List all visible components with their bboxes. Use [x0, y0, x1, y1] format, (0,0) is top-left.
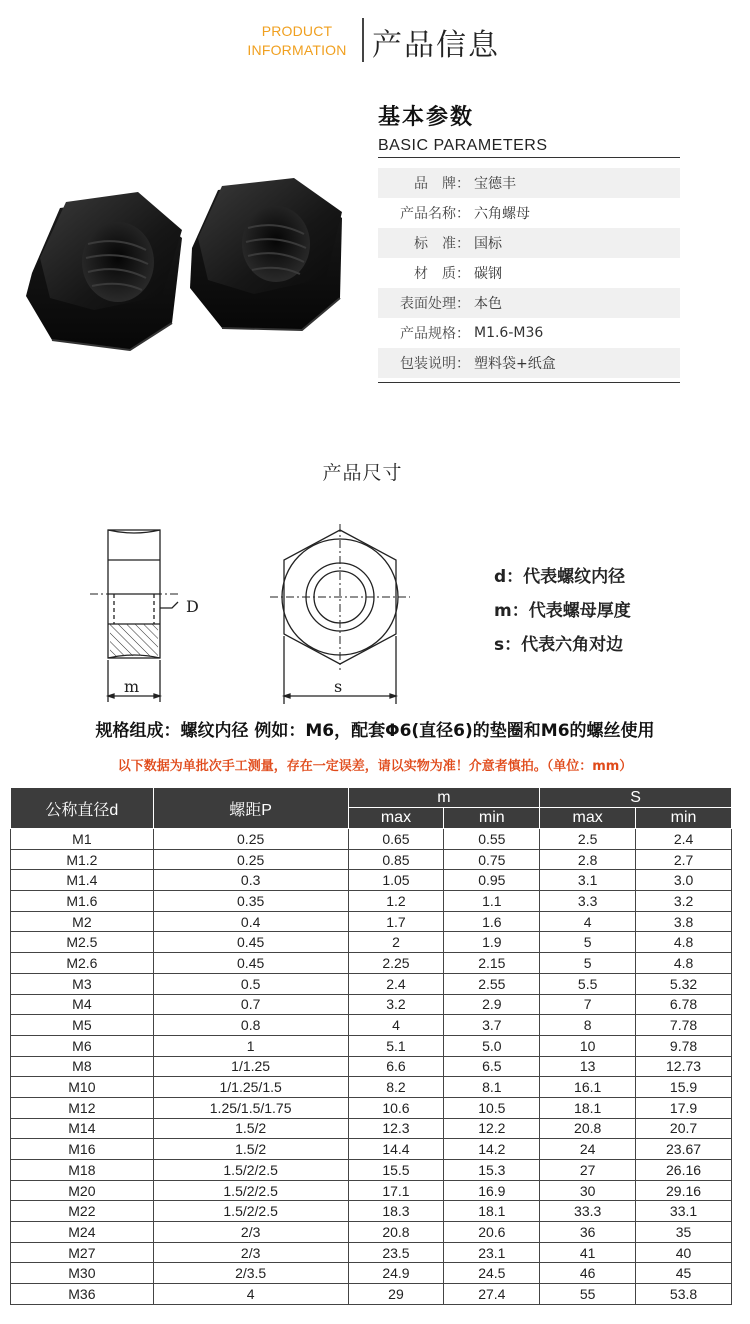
params-list	[378, 168, 680, 383]
cell-m-max: 1.05	[348, 870, 444, 891]
table-row	[11, 1180, 732, 1201]
cell-m-max: 18.3	[348, 1201, 444, 1222]
cell-m-max: 10.6	[348, 1097, 444, 1118]
cell-diameter: M30	[11, 1263, 154, 1284]
table-row	[11, 973, 732, 994]
table-row	[11, 1118, 732, 1139]
cell-s-min: 5.32	[636, 973, 732, 994]
cell-pitch: 4	[153, 1284, 348, 1305]
param-value: 本色	[474, 296, 502, 312]
cell-pitch: 2/3	[153, 1222, 348, 1243]
cell-m-min: 0.95	[444, 870, 540, 891]
cell-pitch: 1/1.25/1.5	[153, 1077, 348, 1098]
cell-s-min: 26.16	[636, 1160, 732, 1181]
table-row	[11, 1077, 732, 1098]
cell-diameter: M10	[11, 1077, 154, 1098]
cell-s-max: 24	[540, 1139, 636, 1160]
header-m-min: min	[444, 808, 540, 829]
cell-s-min: 4.8	[636, 932, 732, 953]
cell-s-max: 7	[540, 994, 636, 1015]
cell-diameter: M5	[11, 1015, 154, 1036]
header-pitch: 螺距P	[153, 788, 348, 829]
label-d: D	[186, 597, 199, 616]
cell-s-max: 5	[540, 953, 636, 974]
params-title: 基本参数	[378, 105, 475, 130]
cell-s-max: 2.8	[540, 849, 636, 870]
cell-diameter: M4	[11, 994, 154, 1015]
cell-s-min: 7.78	[636, 1015, 732, 1036]
cell-diameter: M14	[11, 1118, 154, 1139]
cell-m-min: 15.3	[444, 1160, 540, 1181]
cell-s-max: 16.1	[540, 1077, 636, 1098]
cell-m-min: 3.7	[444, 1015, 540, 1036]
cell-m-max: 0.85	[348, 849, 444, 870]
cell-diameter: M6	[11, 1035, 154, 1056]
header-m-max: max	[348, 808, 444, 829]
label-s: s	[334, 677, 343, 696]
param-row	[378, 228, 680, 258]
cell-s-min: 23.67	[636, 1139, 732, 1160]
param-key: 标 准：	[414, 236, 470, 252]
cell-s-max: 5	[540, 932, 636, 953]
cell-diameter: M36	[11, 1284, 154, 1305]
cell-m-max: 29	[348, 1284, 444, 1305]
param-row	[378, 258, 680, 288]
cell-m-min: 10.5	[444, 1097, 540, 1118]
cell-m-max: 15.5	[348, 1160, 444, 1181]
cell-s-min: 45	[636, 1263, 732, 1284]
param-key: 材 质：	[414, 266, 470, 282]
table-row	[11, 870, 732, 891]
table-row	[11, 1222, 732, 1243]
legend-m: m：代表螺母厚度	[494, 601, 631, 621]
cell-diameter: M1.6	[11, 891, 154, 912]
table-row	[11, 911, 732, 932]
cell-pitch: 2/3	[153, 1242, 348, 1263]
cell-m-min: 1.1	[444, 891, 540, 912]
param-key: 产品规格：	[400, 326, 470, 342]
size-table	[10, 787, 732, 1305]
cell-s-min: 40	[636, 1242, 732, 1263]
cell-s-min: 3.0	[636, 870, 732, 891]
cell-s-max: 3.3	[540, 891, 636, 912]
hex-nut-left	[26, 192, 182, 350]
cell-m-max: 2.4	[348, 973, 444, 994]
cell-m-min: 1.9	[444, 932, 540, 953]
cell-m-min: 16.9	[444, 1180, 540, 1201]
table-row	[11, 994, 732, 1015]
cell-m-min: 18.1	[444, 1201, 540, 1222]
cell-pitch: 0.45	[153, 953, 348, 974]
cell-s-max: 5.5	[540, 973, 636, 994]
cell-s-min: 17.9	[636, 1097, 732, 1118]
param-value: 塑料袋+纸盒	[474, 356, 556, 372]
cell-m-min: 6.5	[444, 1056, 540, 1077]
cell-s-max: 41	[540, 1242, 636, 1263]
cell-diameter: M22	[11, 1201, 154, 1222]
cell-diameter: M12	[11, 1097, 154, 1118]
spec-description: 规格组成：螺纹内径 例如：M6，配套Φ6(直径6)的垫圈和M6的螺丝使用	[95, 721, 655, 741]
header-s-max: max	[540, 808, 636, 829]
header-en-line2: INFORMATION	[247, 42, 347, 58]
cell-m-max: 14.4	[348, 1139, 444, 1160]
cell-s-max: 2.5	[540, 829, 636, 850]
header-s: S	[540, 788, 732, 808]
cell-m-max: 8.2	[348, 1077, 444, 1098]
cell-m-min: 2.55	[444, 973, 540, 994]
cell-diameter: M2.5	[11, 932, 154, 953]
cell-s-min: 35	[636, 1222, 732, 1243]
param-value: 六角螺母	[474, 206, 530, 222]
cell-pitch: 0.8	[153, 1015, 348, 1036]
cell-s-min: 6.78	[636, 994, 732, 1015]
cell-s-max: 18.1	[540, 1097, 636, 1118]
param-value: 碳钢	[474, 266, 502, 282]
cell-diameter: M16	[11, 1139, 154, 1160]
cell-diameter: M1	[11, 829, 154, 850]
dimension-legend	[494, 566, 631, 668]
cell-pitch: 1/1.25	[153, 1056, 348, 1077]
cell-m-min: 5.0	[444, 1035, 540, 1056]
cell-m-min: 12.2	[444, 1118, 540, 1139]
cell-m-min: 0.55	[444, 829, 540, 850]
cell-m-max: 24.9	[348, 1263, 444, 1284]
cell-s-max: 36	[540, 1222, 636, 1243]
param-row	[378, 288, 680, 318]
cell-s-max: 55	[540, 1284, 636, 1305]
cell-pitch: 0.25	[153, 829, 348, 850]
cell-m-min: 27.4	[444, 1284, 540, 1305]
basic-parameters	[378, 100, 680, 383]
table-row	[11, 1097, 732, 1118]
cell-diameter: M1.2	[11, 849, 154, 870]
cell-m-min: 0.75	[444, 849, 540, 870]
cell-s-max: 46	[540, 1263, 636, 1284]
cell-pitch: 1.5/2/2.5	[153, 1180, 348, 1201]
header-m: m	[348, 788, 540, 808]
cell-pitch: 1.5/2	[153, 1118, 348, 1139]
dimension-drawing	[90, 520, 420, 710]
header-divider	[362, 18, 364, 62]
cell-s-min: 12.73	[636, 1056, 732, 1077]
cell-m-min: 1.6	[444, 911, 540, 932]
table-row	[11, 1139, 732, 1160]
header-nominal-diameter: 公称直径d	[11, 788, 154, 829]
cell-pitch: 0.45	[153, 932, 348, 953]
cell-m-min: 8.1	[444, 1077, 540, 1098]
cell-pitch: 1.25/1.5/1.75	[153, 1097, 348, 1118]
cell-s-min: 20.7	[636, 1118, 732, 1139]
table-row	[11, 829, 732, 850]
cell-s-min: 2.7	[636, 849, 732, 870]
header-en-line1: PRODUCT	[261, 23, 333, 39]
cell-pitch: 1.5/2/2.5	[153, 1201, 348, 1222]
param-key: 表面处理：	[400, 296, 470, 312]
param-row	[378, 168, 680, 198]
param-key: 品 牌：	[414, 176, 470, 192]
cell-pitch: 0.4	[153, 911, 348, 932]
cell-m-max: 6.6	[348, 1056, 444, 1077]
table-row	[11, 1015, 732, 1036]
cell-m-max: 2	[348, 932, 444, 953]
table-row	[11, 891, 732, 912]
table-row	[11, 1284, 732, 1305]
cell-diameter: M2	[11, 911, 154, 932]
cell-s-min: 2.4	[636, 829, 732, 850]
legend-d: d：代表螺纹内径	[494, 567, 626, 587]
table-row	[11, 1056, 732, 1077]
table-row	[11, 849, 732, 870]
cell-m-min: 2.9	[444, 994, 540, 1015]
cell-s-max: 30	[540, 1180, 636, 1201]
cell-s-min: 29.16	[636, 1180, 732, 1201]
cell-pitch: 0.7	[153, 994, 348, 1015]
cell-m-max: 17.1	[348, 1180, 444, 1201]
dimensions-title: 产品尺寸	[322, 462, 403, 484]
table-row	[11, 953, 732, 974]
cell-pitch: 1.5/2/2.5	[153, 1160, 348, 1181]
cell-pitch: 0.3	[153, 870, 348, 891]
cell-m-max: 12.3	[348, 1118, 444, 1139]
header-s-min: min	[636, 808, 732, 829]
table-row	[11, 1201, 732, 1222]
cell-m-max: 23.5	[348, 1242, 444, 1263]
param-row	[378, 198, 680, 228]
cell-diameter: M3	[11, 973, 154, 994]
param-value: 国标	[474, 236, 502, 252]
cell-m-max: 20.8	[348, 1222, 444, 1243]
cell-s-min: 53.8	[636, 1284, 732, 1305]
param-value: M1.6-M36	[474, 325, 544, 341]
cell-m-max: 2.25	[348, 953, 444, 974]
cell-s-min: 3.8	[636, 911, 732, 932]
cell-m-min: 14.2	[444, 1139, 540, 1160]
param-key: 产品名称：	[400, 206, 470, 222]
table-row	[11, 932, 732, 953]
cell-pitch: 2/3.5	[153, 1263, 348, 1284]
cell-s-min: 33.1	[636, 1201, 732, 1222]
cell-s-max: 27	[540, 1160, 636, 1181]
cell-m-max: 5.1	[348, 1035, 444, 1056]
cell-pitch: 1.5/2	[153, 1139, 348, 1160]
cell-m-max: 1.7	[348, 911, 444, 932]
cell-s-max: 10	[540, 1035, 636, 1056]
cell-diameter: M20	[11, 1180, 154, 1201]
cell-m-max: 1.2	[348, 891, 444, 912]
cell-s-max: 20.8	[540, 1118, 636, 1139]
cell-s-max: 13	[540, 1056, 636, 1077]
cell-s-min: 15.9	[636, 1077, 732, 1098]
param-key: 包装说明：	[400, 356, 470, 372]
measurement-note: 以下数据为单批次手工测量，存在一定误差，请以实物为准！介意者慎拍。（单位：mm）	[117, 759, 633, 774]
param-row	[378, 318, 680, 348]
cell-m-min: 24.5	[444, 1263, 540, 1284]
cell-diameter: M18	[11, 1160, 154, 1181]
cell-diameter: M8	[11, 1056, 154, 1077]
cell-diameter: M27	[11, 1242, 154, 1263]
cell-s-min: 4.8	[636, 953, 732, 974]
cell-m-max: 4	[348, 1015, 444, 1036]
product-photo	[22, 178, 352, 368]
param-value: 宝德丰	[474, 176, 516, 192]
cell-m-min: 20.6	[444, 1222, 540, 1243]
params-subtitle: BASIC PARAMETERS	[378, 137, 680, 158]
legend-s: s：代表六角对边	[494, 635, 624, 655]
cell-diameter: M24	[11, 1222, 154, 1243]
cell-pitch: 0.35	[153, 891, 348, 912]
cell-diameter: M1.4	[11, 870, 154, 891]
cell-m-min: 23.1	[444, 1242, 540, 1263]
table-row	[11, 1242, 732, 1263]
param-row	[378, 348, 680, 378]
table-row	[11, 1263, 732, 1284]
cell-pitch: 1	[153, 1035, 348, 1056]
page-title: 产品信息	[372, 28, 500, 63]
cell-pitch: 0.5	[153, 973, 348, 994]
cell-m-min: 2.15	[444, 953, 540, 974]
cell-s-max: 4	[540, 911, 636, 932]
cell-s-max: 3.1	[540, 870, 636, 891]
header-english	[238, 22, 356, 60]
table-row	[11, 1160, 732, 1181]
cell-s-min: 9.78	[636, 1035, 732, 1056]
cell-diameter: M2.6	[11, 953, 154, 974]
cell-s-min: 3.2	[636, 891, 732, 912]
cell-pitch: 0.25	[153, 849, 348, 870]
cell-m-max: 3.2	[348, 994, 444, 1015]
table-row	[11, 1035, 732, 1056]
size-table-body	[11, 829, 732, 1305]
label-m: m	[124, 677, 140, 696]
cell-s-max: 33.3	[540, 1201, 636, 1222]
cell-m-max: 0.65	[348, 829, 444, 850]
page-header	[0, 18, 750, 64]
hex-nut-right	[190, 178, 342, 330]
cell-s-max: 8	[540, 1015, 636, 1036]
